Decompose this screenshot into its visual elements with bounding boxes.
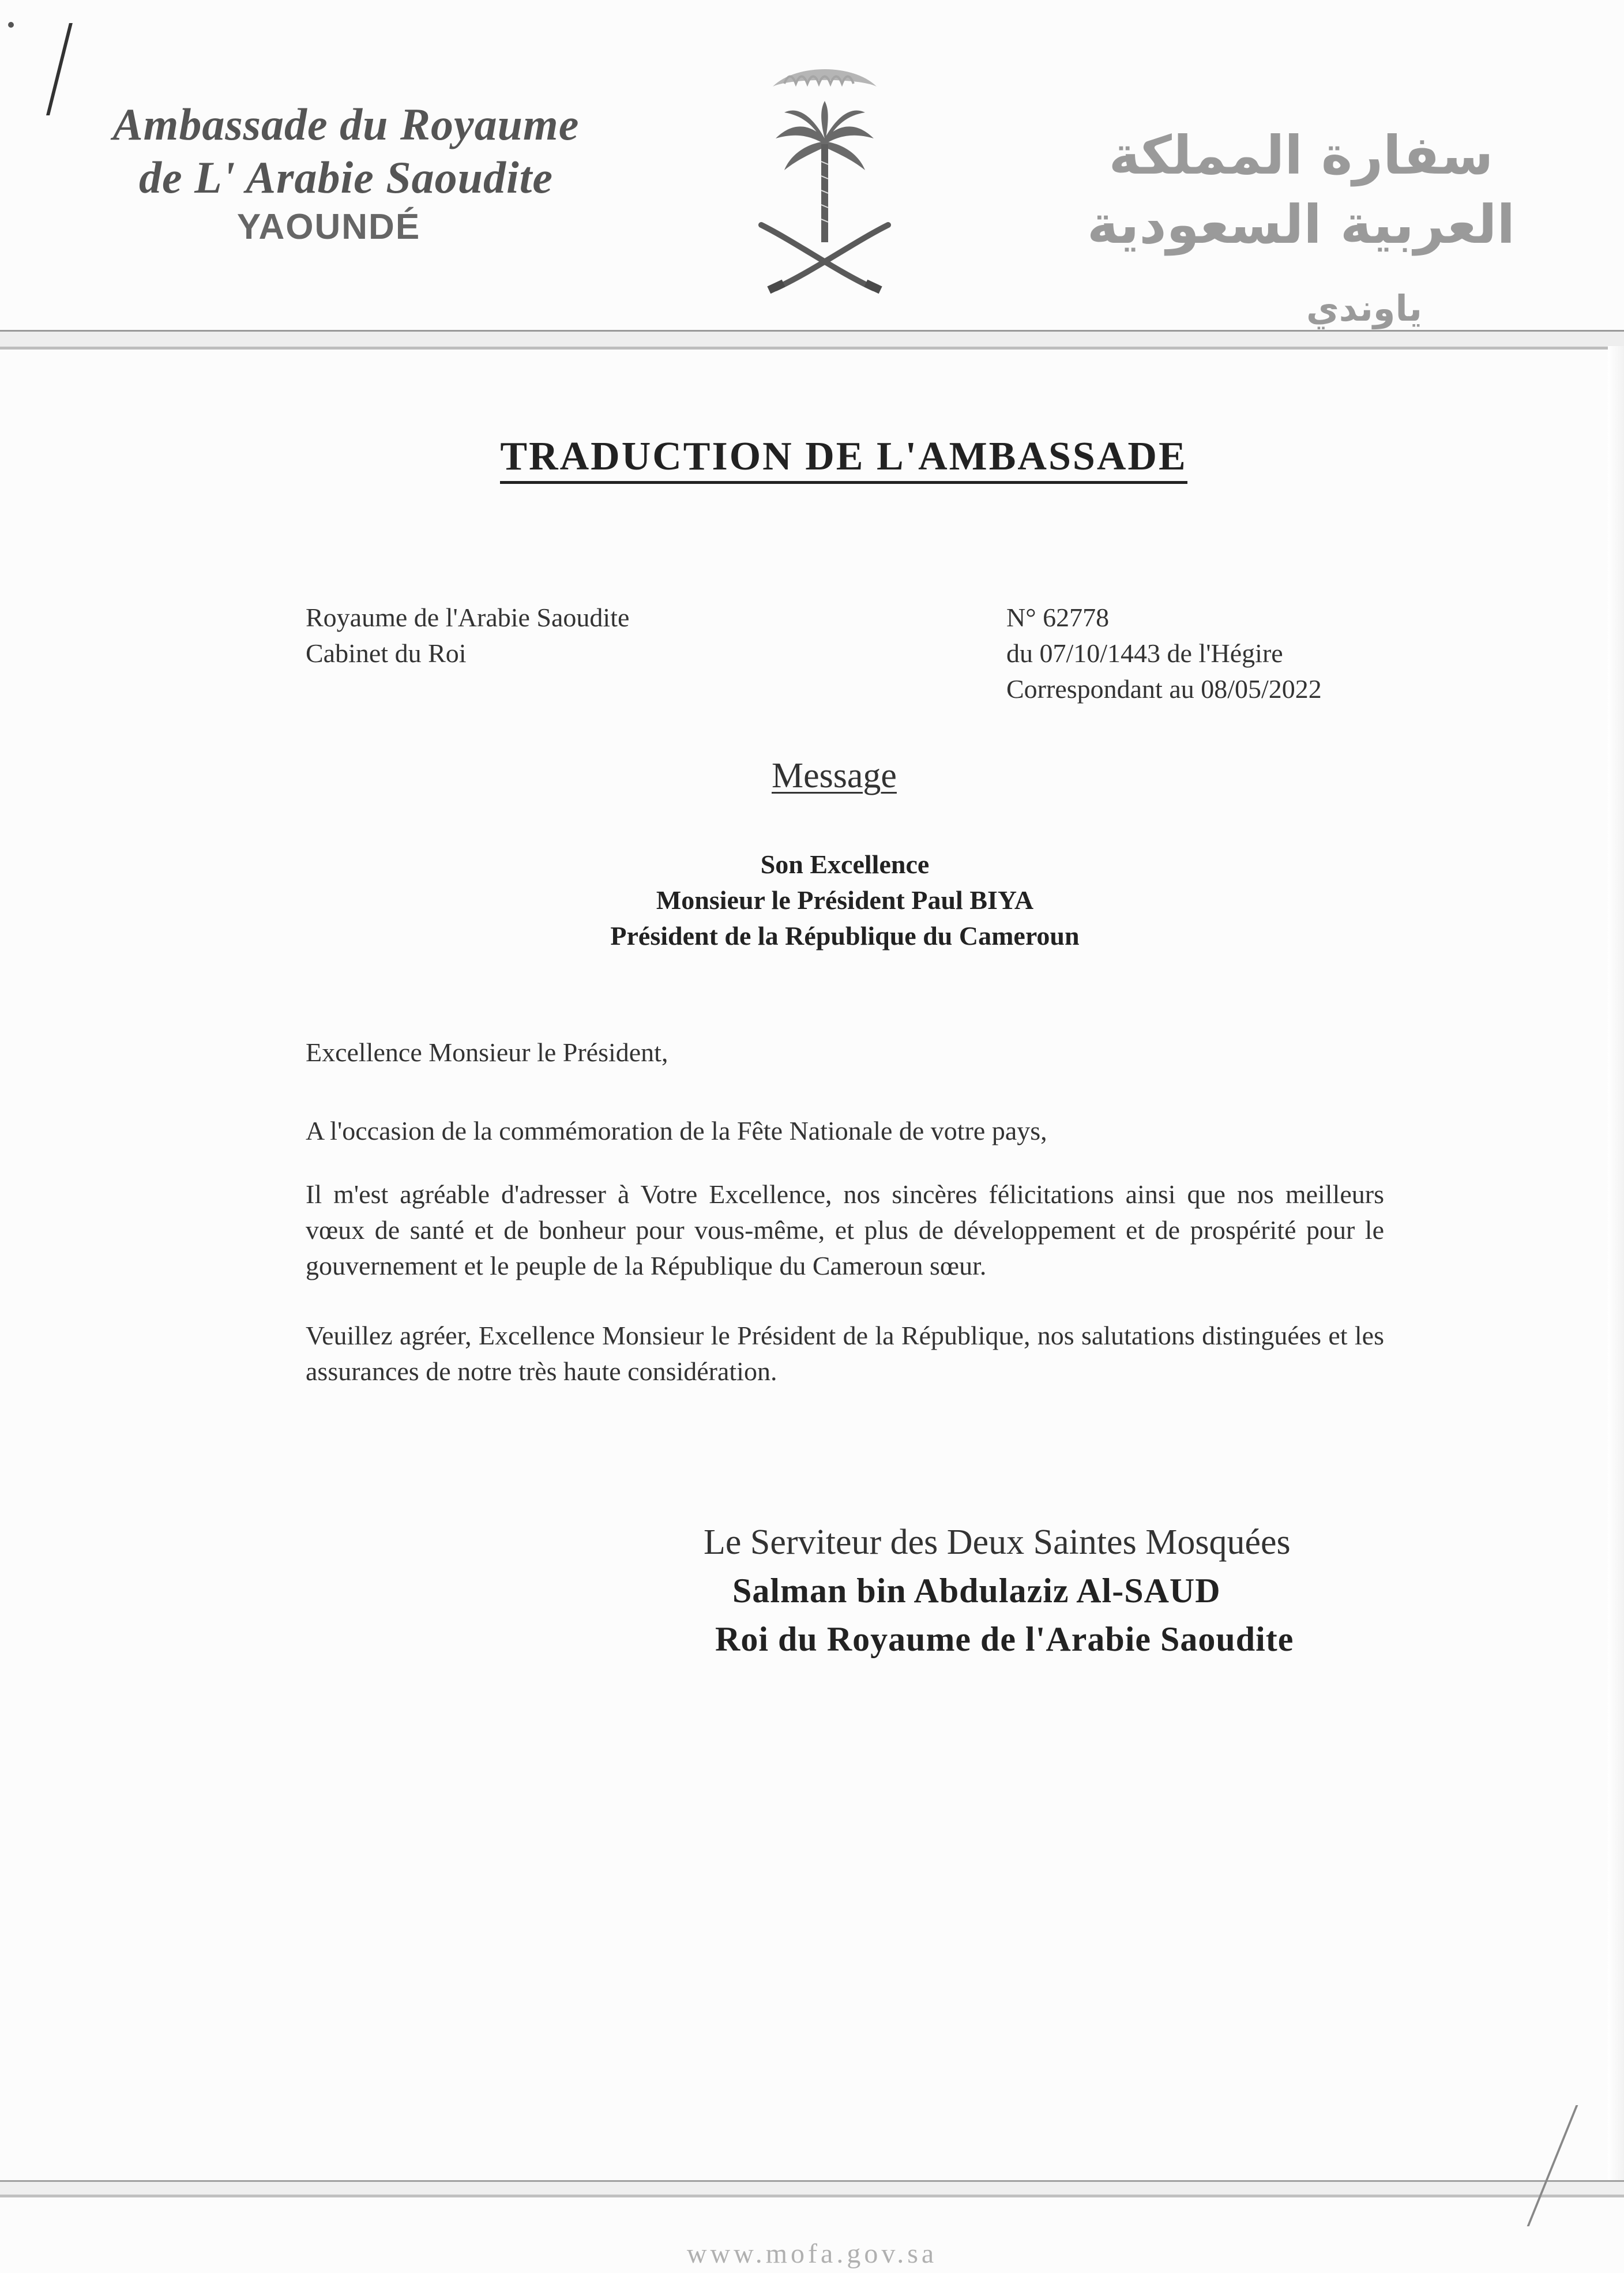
embassy-city-arabic: ياوندي xyxy=(1306,287,1422,329)
addressee-line2: Monsieur le Président Paul BIYA xyxy=(656,885,1034,915)
embassy-header-arabic xyxy=(1065,121,1537,335)
message-heading: Message xyxy=(772,756,897,795)
paragraph-closing xyxy=(306,1318,1384,1389)
document-title-text: TRADUCTION DE L'AMBASSADE xyxy=(500,434,1187,484)
embassy-name-line1: Ambassade du Royaume xyxy=(112,99,580,149)
corner-pen-mark xyxy=(1527,2105,1596,2226)
embassy-header-french xyxy=(87,98,606,250)
signature-block xyxy=(704,1518,1396,1663)
header-divider xyxy=(0,330,1624,350)
sender-kingdom: Royaume de l'Arabie Saoudite xyxy=(306,603,630,632)
embassy-city: YAOUNDÉ xyxy=(236,207,421,247)
signature-role: Roi du Royaume de l'Arabie Saoudite xyxy=(715,1620,1294,1658)
embassy-name-line2: de L' Arabie Saoudite xyxy=(139,152,553,202)
scan-edge-shadow xyxy=(1608,346,1624,2180)
handwritten-slash-mark xyxy=(46,23,84,115)
paragraph-congratulations xyxy=(306,1177,1384,1284)
addressee-line1: Son Excellence xyxy=(760,850,930,879)
paragraph-occasion-text: A l'occasion de la commémoration de la Fête Nationale de votre pays, xyxy=(306,1116,1047,1145)
saudi-emblem-icon xyxy=(750,52,900,306)
gregorian-date: Correspondant au 08/05/2022 xyxy=(1006,674,1322,704)
signature-title: Le Serviteur des Deux Saintes Mosquées xyxy=(704,1523,1291,1562)
reference-number: N° 62778 xyxy=(1006,603,1110,632)
hijri-date: du 07/10/1443 de l'Hégire xyxy=(1006,638,1283,668)
footer-divider xyxy=(0,2180,1624,2197)
paragraph-congratulations-text: Il m'est agréable d'adresser à Votre Excellence, nos sincères félicitations ainsi que nos meilleurs vœux de santé et de bonheur pour vous-même, et plus de développement et de prospérité pour le gouvernement et le peuple de la République du Cameroun sœur. xyxy=(306,1179,1384,1280)
footer-website: www.mofa.gov.sa xyxy=(686,2238,938,2269)
addressee-line3: Président de la République du Cameroun xyxy=(610,921,1080,950)
paragraph-occasion xyxy=(306,1113,1384,1149)
embassy-name-arabic: سفارة المملكة العربية السعودية xyxy=(1087,125,1516,256)
sender-block xyxy=(306,600,629,671)
document-title xyxy=(0,434,1624,480)
signature-name: Salman bin Abdulaziz Al-SAUD xyxy=(732,1572,1221,1610)
scan-dot xyxy=(8,22,14,28)
salutation: Excellence Monsieur le Président, xyxy=(306,1038,668,1067)
paragraph-closing-text: Veuillez agréer, Excellence Monsieur le Président de la République, nos salutations distinguées et les assurances de notre très haute considération. xyxy=(306,1321,1384,1386)
addressee-block xyxy=(519,847,1171,954)
reference-block xyxy=(1006,600,1322,707)
sender-cabinet: Cabinet du Roi xyxy=(306,638,467,668)
